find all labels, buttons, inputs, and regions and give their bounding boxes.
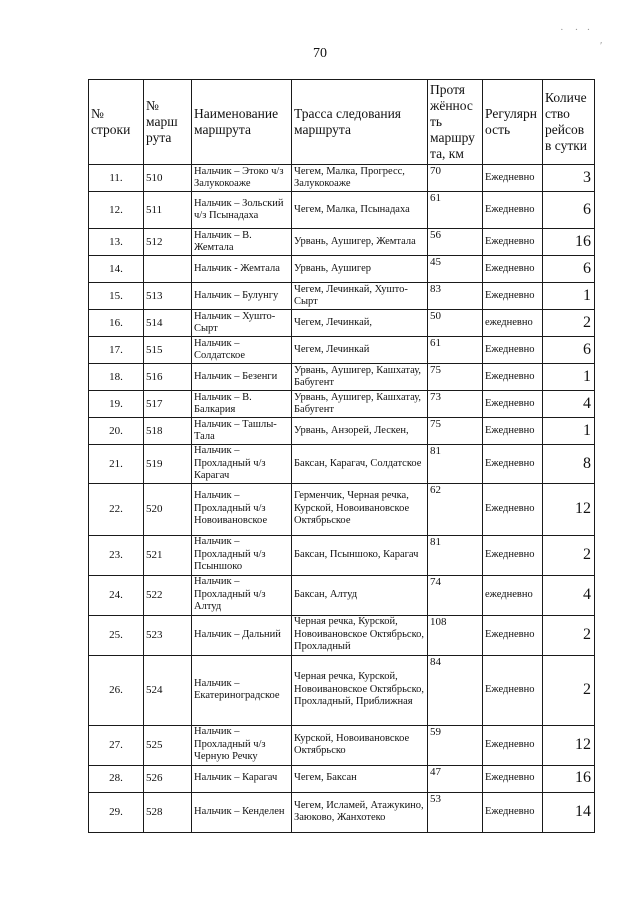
- trips-per-day-cell: 1: [543, 364, 595, 391]
- table-row: [89, 192, 595, 229]
- table-row: [89, 765, 595, 792]
- route-name-cell: Нальчик – В. Балкария: [192, 391, 292, 418]
- regularity-cell: Ежедневно: [483, 256, 543, 283]
- route-path-cell: Урвань, Аушигер: [292, 256, 428, 283]
- route-length-cell: 53: [428, 792, 483, 832]
- route-name-cell: Нальчик – Этоко ч/з Залукокоаже: [192, 165, 292, 192]
- regularity-cell: ежедневно: [483, 310, 543, 337]
- regularity-cell: Ежедневно: [483, 655, 543, 725]
- regularity-cell: Ежедневно: [483, 391, 543, 418]
- regularity-cell: Ежедневно: [483, 192, 543, 229]
- row-number-cell: 16.: [89, 310, 144, 337]
- table-row: [89, 165, 595, 192]
- row-number-cell: 12.: [89, 192, 144, 229]
- regularity-cell: Ежедневно: [483, 364, 543, 391]
- routes-table: [88, 79, 595, 833]
- regularity-cell: Ежедневно: [483, 725, 543, 765]
- route-length-cell: 83: [428, 283, 483, 310]
- route-path-cell: Урвань, Аушигер, Жемтала: [292, 229, 428, 256]
- regularity-cell: Ежедневно: [483, 615, 543, 655]
- route-name-cell: Нальчик – Кенделен: [192, 792, 292, 832]
- route-path-cell: Чегем, Исламей, Атажукино, Заюково, Жанхотеко: [292, 792, 428, 832]
- route-length-cell: 47: [428, 765, 483, 792]
- route-length-cell: 75: [428, 364, 483, 391]
- route-name-cell: Нальчик – Прохладный ч/з Псыншоко: [192, 535, 292, 575]
- row-number-cell: 17.: [89, 337, 144, 364]
- margin-mark: · · ·: [560, 24, 591, 36]
- route-number-cell: 523: [144, 615, 192, 655]
- route-number-cell: 521: [144, 535, 192, 575]
- table-row: [89, 310, 595, 337]
- trips-per-day-cell: 2: [543, 655, 595, 725]
- row-number-cell: 15.: [89, 283, 144, 310]
- route-length-cell: 70: [428, 165, 483, 192]
- route-number-cell: 511: [144, 192, 192, 229]
- regularity-cell: Ежедневно: [483, 337, 543, 364]
- route-name-cell: Нальчик – Солдатское: [192, 337, 292, 364]
- routes-table-wrapper: [88, 79, 595, 833]
- margin-mark: ′: [600, 40, 603, 52]
- route-path-cell: Черная речка, Курской, Новоивановское Октябрьско, Прохладный: [292, 615, 428, 655]
- route-length-cell: 84: [428, 655, 483, 725]
- route-name-cell: Нальчик – Булунгу: [192, 283, 292, 310]
- route-length-cell: 108: [428, 615, 483, 655]
- table-header-row: [89, 80, 595, 165]
- route-path-cell: Чегем, Баксан: [292, 765, 428, 792]
- route-number-cell: 525: [144, 725, 192, 765]
- trips-per-day-cell: 2: [543, 535, 595, 575]
- trips-per-day-cell: 16: [543, 765, 595, 792]
- table-row: [89, 391, 595, 418]
- route-number-cell: 522: [144, 575, 192, 615]
- trips-per-day-cell: 2: [543, 615, 595, 655]
- route-length-cell: 59: [428, 725, 483, 765]
- route-length-cell: 81: [428, 445, 483, 484]
- row-number-cell: 25.: [89, 615, 144, 655]
- route-number-cell: 515: [144, 337, 192, 364]
- route-length-cell: 50: [428, 310, 483, 337]
- route-path-cell: Баксан, Алтуд: [292, 575, 428, 615]
- route-number-cell: 526: [144, 765, 192, 792]
- table-row: [89, 364, 595, 391]
- route-length-cell: 75: [428, 418, 483, 445]
- route-name-cell: Нальчик – Прохладный ч/з Черную Речку: [192, 725, 292, 765]
- row-number-cell: 14.: [89, 256, 144, 283]
- regularity-cell: Ежедневно: [483, 792, 543, 832]
- route-length-cell: 62: [428, 483, 483, 535]
- trips-per-day-cell: 6: [543, 256, 595, 283]
- page-number: 70: [313, 46, 327, 61]
- trips-per-day-cell: 12: [543, 725, 595, 765]
- regularity-cell: Ежедневно: [483, 535, 543, 575]
- route-name-cell: Нальчик – Ташлы-Тала: [192, 418, 292, 445]
- route-number-cell: 519: [144, 445, 192, 484]
- trips-per-day-cell: 4: [543, 391, 595, 418]
- route-length-cell: 81: [428, 535, 483, 575]
- route-number-cell: 524: [144, 655, 192, 725]
- route-number-cell: 518: [144, 418, 192, 445]
- trips-per-day-cell: 4: [543, 575, 595, 615]
- route-number-cell: 528: [144, 792, 192, 832]
- row-number-cell: 27.: [89, 725, 144, 765]
- row-number-cell: 28.: [89, 765, 144, 792]
- table-row: [89, 229, 595, 256]
- regularity-cell: Ежедневно: [483, 765, 543, 792]
- table-row: [89, 256, 595, 283]
- header-route-path: Трасса следования маршрута: [292, 80, 428, 165]
- route-path-cell: Чегем, Лечинкай,: [292, 310, 428, 337]
- trips-per-day-cell: 2: [543, 310, 595, 337]
- route-path-cell: Урвань, Аушигер, Кашхатау, Бабугент: [292, 364, 428, 391]
- route-name-cell: Нальчик – Зольский ч/з Псынадаха: [192, 192, 292, 229]
- route-name-cell: Нальчик – Екатериноградское: [192, 655, 292, 725]
- trips-per-day-cell: 8: [543, 445, 595, 484]
- route-path-cell: Чегем, Лечинкай: [292, 337, 428, 364]
- route-name-cell: Нальчик – Хушто-Сырт: [192, 310, 292, 337]
- row-number-cell: 24.: [89, 575, 144, 615]
- regularity-cell: Ежедневно: [483, 483, 543, 535]
- row-number-cell: 29.: [89, 792, 144, 832]
- table-row: [89, 535, 595, 575]
- route-length-cell: 61: [428, 192, 483, 229]
- table-row: [89, 483, 595, 535]
- route-length-cell: 73: [428, 391, 483, 418]
- route-number-cell: 516: [144, 364, 192, 391]
- route-name-cell: Нальчик – В. Жемтала: [192, 229, 292, 256]
- table-row: [89, 445, 595, 484]
- route-length-cell: 61: [428, 337, 483, 364]
- route-name-cell: Нальчик – Безенги: [192, 364, 292, 391]
- route-path-cell: Баксан, Псыншоко, Карагач: [292, 535, 428, 575]
- route-path-cell: Чегем, Малка, Прогресс, Залукокоаже: [292, 165, 428, 192]
- regularity-cell: Ежедневно: [483, 165, 543, 192]
- route-path-cell: Чегем, Малка, Псынадаха: [292, 192, 428, 229]
- row-number-cell: 22.: [89, 483, 144, 535]
- route-path-cell: Герменчик, Черная речка, Курской, Новоивановское Октябрьское: [292, 483, 428, 535]
- route-length-cell: 74: [428, 575, 483, 615]
- route-path-cell: Урвань, Анзорей, Лескен,: [292, 418, 428, 445]
- row-number-cell: 21.: [89, 445, 144, 484]
- route-name-cell: Нальчик – Прохладный ч/з Карагач: [192, 445, 292, 484]
- header-route-name: Наименование маршрута: [192, 80, 292, 165]
- route-number-cell: [144, 256, 192, 283]
- regularity-cell: Ежедневно: [483, 283, 543, 310]
- header-regularity: Регулярн ость: [483, 80, 543, 165]
- row-number-cell: 23.: [89, 535, 144, 575]
- header-row-number: № строки: [89, 80, 144, 165]
- row-number-cell: 18.: [89, 364, 144, 391]
- route-path-cell: Баксан, Карагач, Солдатское: [292, 445, 428, 484]
- route-name-cell: Нальчик – Прохладный ч/з Новоивановское: [192, 483, 292, 535]
- row-number-cell: 20.: [89, 418, 144, 445]
- trips-per-day-cell: 1: [543, 418, 595, 445]
- route-path-cell: Курской, Новоивановское Октябрьско: [292, 725, 428, 765]
- trips-per-day-cell: 1: [543, 283, 595, 310]
- trips-per-day-cell: 14: [543, 792, 595, 832]
- route-number-cell: 510: [144, 165, 192, 192]
- table-row: [89, 337, 595, 364]
- trips-per-day-cell: 6: [543, 337, 595, 364]
- route-number-cell: 517: [144, 391, 192, 418]
- route-length-cell: 45: [428, 256, 483, 283]
- route-number-cell: 514: [144, 310, 192, 337]
- regularity-cell: ежедневно: [483, 575, 543, 615]
- table-row: [89, 575, 595, 615]
- table-row: [89, 418, 595, 445]
- header-route-number: № марш рута: [144, 80, 192, 165]
- route-path-cell: Черная речка, Курской, Новоивановское Октябрьско, Прохладный, Приближная: [292, 655, 428, 725]
- route-number-cell: 520: [144, 483, 192, 535]
- table-row: [89, 792, 595, 832]
- table-row: [89, 283, 595, 310]
- table-row: [89, 725, 595, 765]
- route-path-cell: Урвань, Аушигер, Кашхатау, Бабугент: [292, 391, 428, 418]
- trips-per-day-cell: 6: [543, 192, 595, 229]
- row-number-cell: 13.: [89, 229, 144, 256]
- trips-per-day-cell: 3: [543, 165, 595, 192]
- route-name-cell: Нальчик – Карагач: [192, 765, 292, 792]
- regularity-cell: Ежедневно: [483, 229, 543, 256]
- route-number-cell: 513: [144, 283, 192, 310]
- header-trips-per-day: Количе ство рейсов в сутки: [543, 80, 595, 165]
- route-name-cell: Нальчик – Прохладный ч/з Алтуд: [192, 575, 292, 615]
- regularity-cell: Ежедневно: [483, 445, 543, 484]
- trips-per-day-cell: 12: [543, 483, 595, 535]
- route-name-cell: Нальчик - Жемтала: [192, 256, 292, 283]
- row-number-cell: 19.: [89, 391, 144, 418]
- table-row: [89, 655, 595, 725]
- regularity-cell: Ежедневно: [483, 418, 543, 445]
- row-number-cell: 11.: [89, 165, 144, 192]
- route-name-cell: Нальчик – Дальний: [192, 615, 292, 655]
- route-length-cell: 56: [428, 229, 483, 256]
- table-row: [89, 615, 595, 655]
- trips-per-day-cell: 16: [543, 229, 595, 256]
- header-route-length: Протя жённос ть маршру та, км: [428, 80, 483, 165]
- row-number-cell: 26.: [89, 655, 144, 725]
- route-number-cell: 512: [144, 229, 192, 256]
- route-path-cell: Чегем, Лечинкай, Хушто-Сырт: [292, 283, 428, 310]
